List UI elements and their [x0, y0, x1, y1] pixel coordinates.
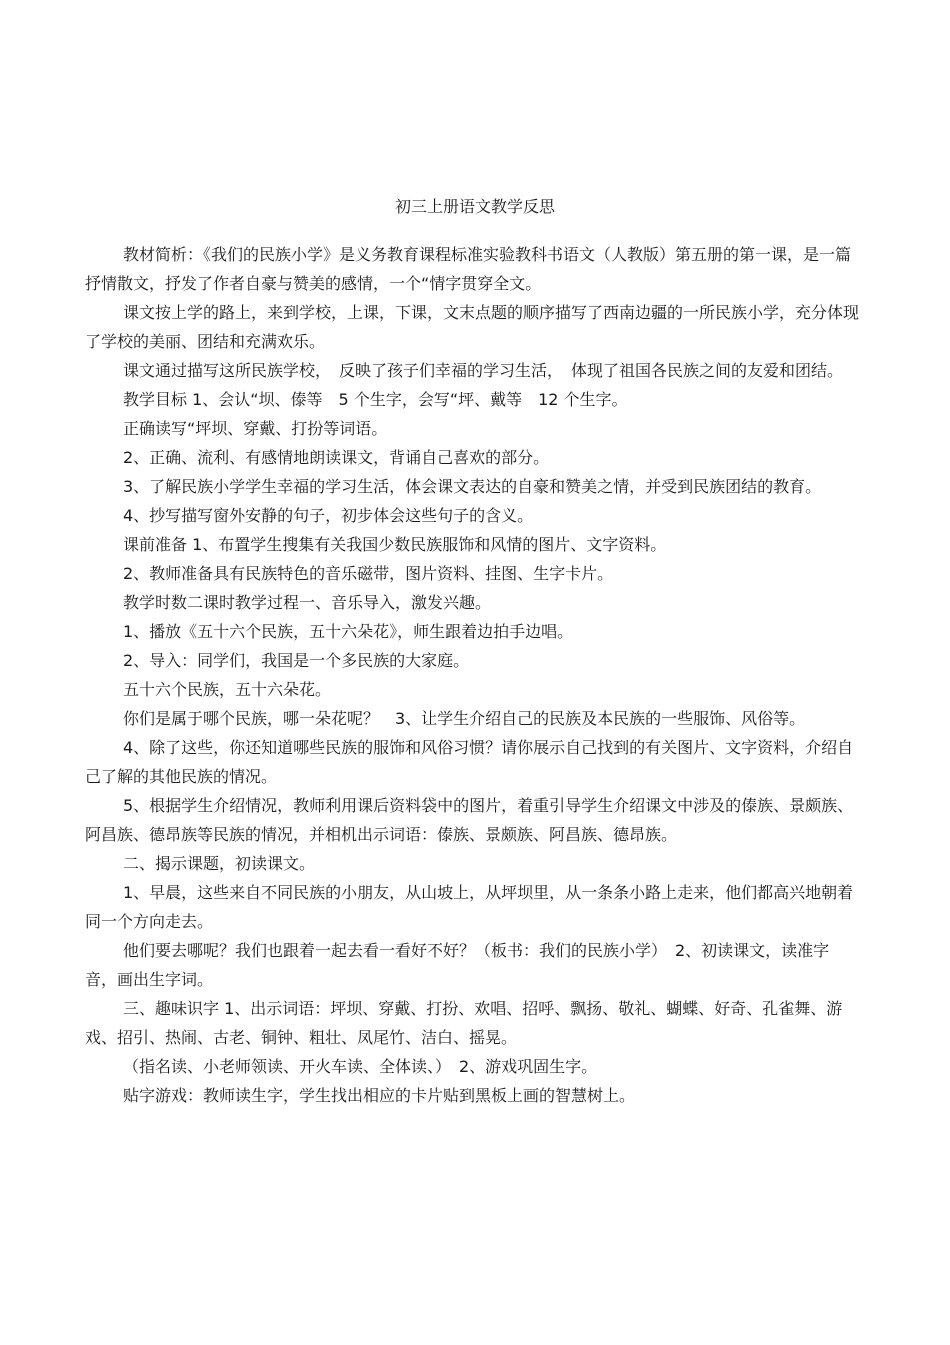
- document-body: [85, 240, 860, 1110]
- paragraph: 1、早晨，这些来自不同民族的小朋友，从山坡上，从坪坝里，从一条条小路上走来，他们都高兴地朝着同一个方向走去。: [85, 883, 854, 931]
- paragraph: 二、揭示课题，初读课文。: [123, 854, 316, 873]
- paragraph: 3、了解民族小学学生幸福的学习生活，体会课文表达的自豪和赞美之情，并受到民族团结的教育。: [123, 477, 822, 496]
- document-title: 初三上册语文教学反思: [394, 197, 555, 216]
- paragraph: 贴字游戏：教师读生字，学生找出相应的卡片贴到黑板上画的智慧树上。: [123, 1086, 636, 1105]
- paragraph: 课前准备 1、布置学生搜集有关我国少数民族服饰和风情的图片、文字资料。: [123, 535, 667, 554]
- paragraph: （指名读、小老师领读、开火车读、全体读、） 2、游戏巩固生字。: [123, 1057, 598, 1076]
- paragraph: 2、正确、流利、有感情地朗读课文，背诵自己喜欢的部分。: [123, 448, 550, 467]
- paragraph: 正确读写“坪坝、穿戴、打扮等词语。: [123, 419, 388, 438]
- paragraph: 教学时数二课时教学过程一、音乐导入，激发兴趣。: [123, 593, 492, 612]
- paragraph: 他们要去哪呢？我们也跟着一起去看一看好不好？（板书：我们的民族小学） 2、初读课文，读准字音，画出生字词。: [85, 941, 830, 989]
- paragraph: 2、教师准备具有民族特色的音乐磁带，图片资料、挂图、生字卡片。: [123, 564, 614, 583]
- paragraph: 课文通过描写这所民族学校， 反映了孩子们幸福的学习生活， 体现了祖国各民族之间的友爱和团结。: [123, 361, 844, 380]
- paragraph: 2、导入：同学们，我国是一个多民族的大家庭。: [123, 651, 470, 670]
- paragraph: 课文按上学的路上，来到学校，上课，下课，文末点题的顺序描写了西南边疆的一所民族小学，充分体现了学校的美丽、团结和充满欢乐。: [85, 303, 860, 351]
- paragraph: 1、播放《五十六个民族，五十六朵花》，师生跟着边拍手边唱。: [123, 622, 574, 641]
- paragraph: 三、趣味识字 1、出示词语：坪坝、穿戴、打扮、欢唱、招呼、飘扬、敬礼、蝴蝶、好奇、孔雀舞、游戏、招引、热闹、古老、铜钟、粗壮、凤尾竹、洁白、摇晃。: [85, 999, 843, 1047]
- paragraph: 5、根据学生介绍情况，教师利用课后资料袋中的图片，着重引导学生介绍课文中涉及的傣族、景颇族、阿昌族、德昂族等民族的情况，并相机出示词语：傣族、景颇族、阿昌族、德昂族。: [85, 796, 854, 844]
- paragraph: 4、抄写描写窗外安静的句子，初步体会这些句子的含义。: [123, 506, 534, 525]
- paragraph: 你们是属于哪个民族，哪一朵花呢？ 3、让学生介绍自己的民族及本民族的一些服饰、风俗等。: [123, 709, 806, 728]
- paragraph: 教学目标 1、会认“坝、傣等 5 个生字，会写“坪、戴等 12 个生字。: [123, 390, 628, 409]
- paragraph: 五十六个民族，五十六朵花。: [123, 680, 332, 699]
- paragraph: 4、除了这些，你还知道哪些民族的服饰和风俗习惯？请你展示自己找到的有关图片、文字资料，介绍自己了解的其他民族的情况。: [85, 738, 854, 786]
- paragraph: 教材简析：《我们的民族小学》是义务教育课程标准实验教科书语文（人教版）第五册的第一课，是一篇抒情散文，抒发了作者自豪与赞美的感情，一个“情字贯穿全文。: [85, 245, 852, 293]
